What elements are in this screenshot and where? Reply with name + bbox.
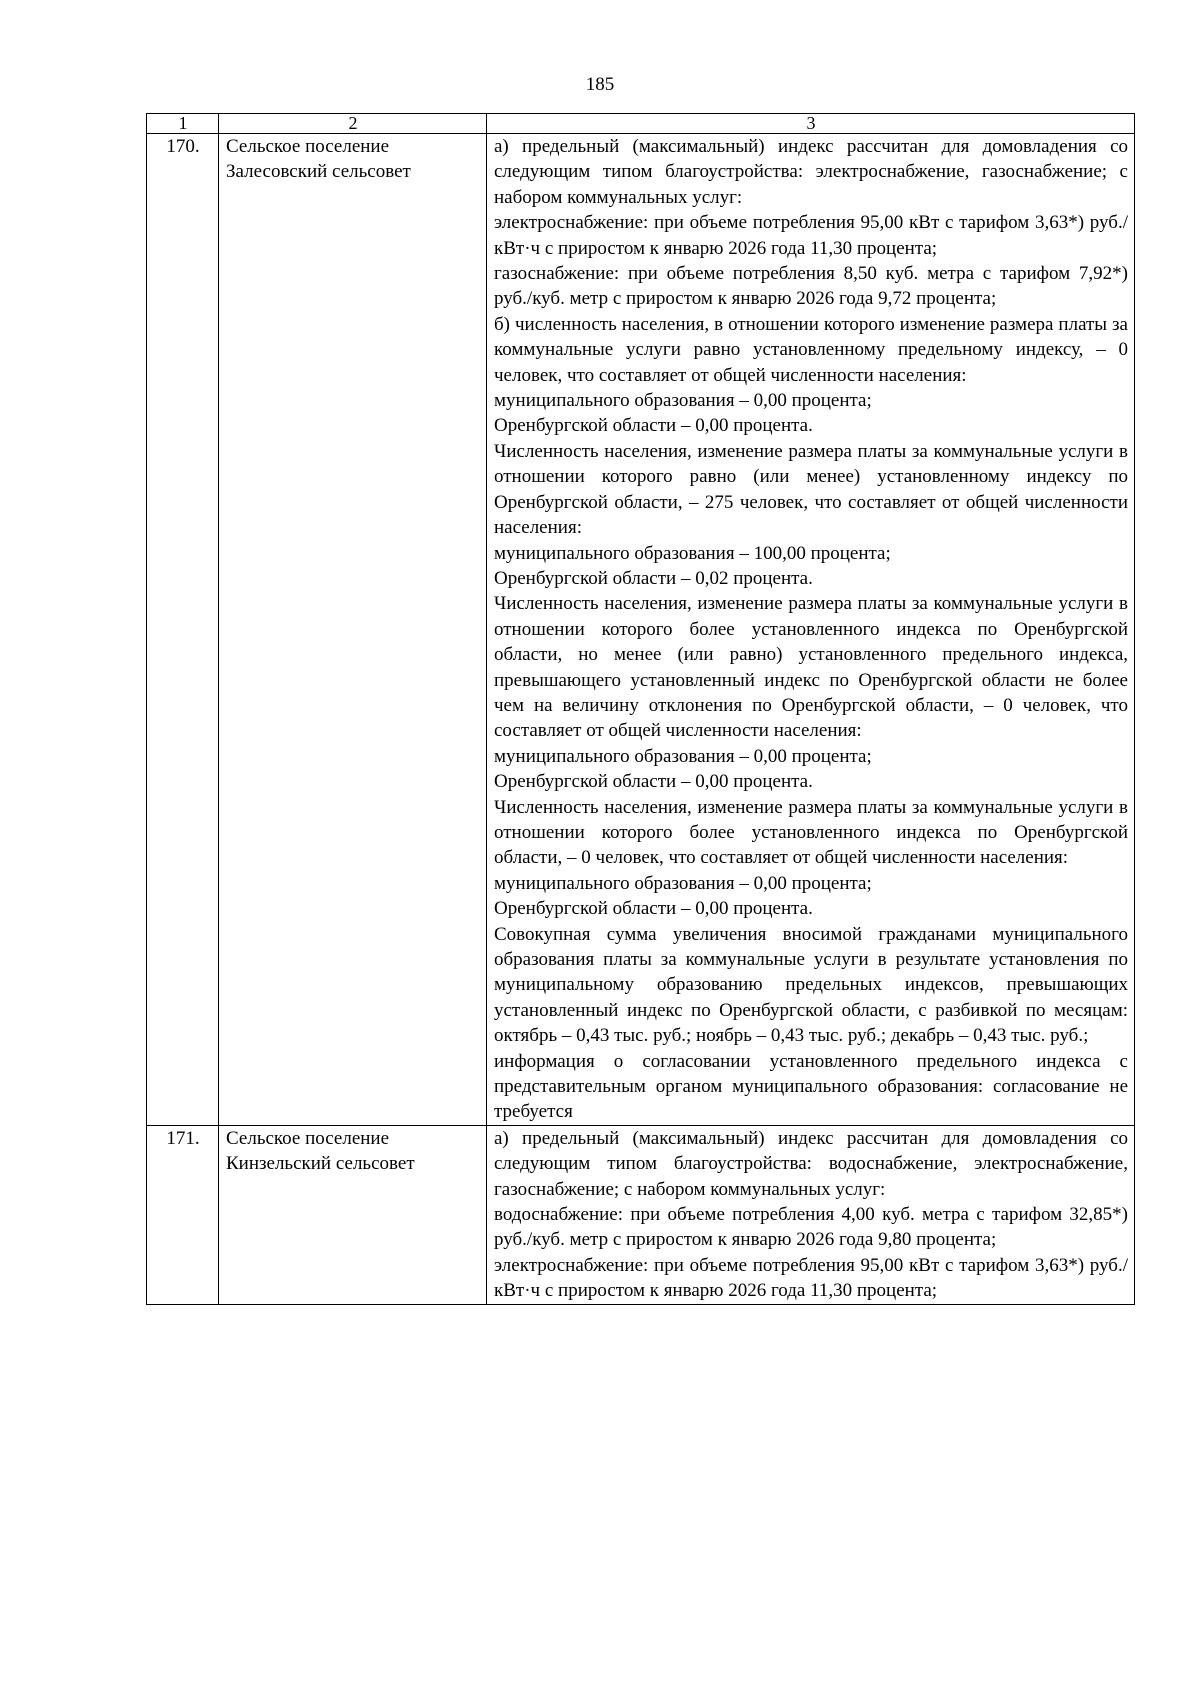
table-row (147, 134, 1135, 1126)
paragraph: Численность населения, изменение размера платы за коммунальные услуги в отношении которого более установленного индекса по Оренбургской области, но менее (или равно) установленного предельного индекса, превышающего установленный индекс по Оренбургской области не более чем на величину отклонения по Оренбургской области, – 0 человек, что составляет от общей численности населения: (494, 593, 1128, 742)
paragraph: информация о согласовании установленного предельного индекса с представительным органом муниципального образования: согласование не требуется (494, 1050, 1128, 1123)
municipality-name (219, 134, 487, 1126)
paragraph: Совокупная сумма увеличения вносимой гражданами муниципального образования платы за коммунальные услуги в результате установления по муниципальному образованию предельных индексов, превышающих установленный индекс по Оренбургской области, с разбивкой по месяцам: октябрь – 0,43 тыс. руб.; ноябрь – 0,43 тыс. руб.; декабрь – 0,43 тыс. руб.; (494, 923, 1128, 1047)
paragraph: Численность населения, изменение размера платы за коммунальные услуги в отношении которого более установленного индекса по Оренбургской области, – 0 человек, что составляет от общей численности населения: (494, 796, 1128, 869)
paragraph: муниципального образования – 0,00 процента; (494, 745, 872, 767)
column-header-description: 3 (487, 114, 1135, 134)
paragraph: муниципального образования – 100,00 процента; (494, 542, 891, 564)
index-description (487, 1125, 1135, 1304)
table-row (147, 1125, 1135, 1304)
paragraph: Численность населения, изменение размера платы за коммунальные услуги в отношении которого равно (или менее) установленному индексу по Оренбургской области, – 275 человек, что составляет от общей численности населения: (494, 440, 1128, 539)
paragraph: муниципального образования – 0,00 процента; (494, 390, 872, 412)
municipality-name (219, 1125, 487, 1304)
page-number: 185 (585, 74, 615, 95)
paragraph: водоснабжение: при объеме потребления 4,00 куб. метра с тарифом 32,85*) руб./куб. метр с приростом к январю 2026 года 9,80 процента; (494, 1204, 1128, 1251)
paragraph: а) предельный (максимальный) индекс рассчитан для домовладения со следующим типом благоустройства: электроснабжение, газоснабжение; с набором коммунальных услуг: (494, 136, 1128, 208)
column-header-municipality: 2 (219, 114, 487, 134)
paragraph: газоснабжение: при объеме потребления 8,50 куб. метра с тарифом 7,92*) руб./куб. метр с приростом к январю 2026 года 9,72 процента; (494, 263, 1128, 310)
index-description (487, 134, 1135, 1126)
paragraph: Оренбургской области – 0,02 процента. (494, 567, 813, 589)
paragraph: Оренбургской области – 0,00 процента. (494, 415, 813, 437)
header-row (147, 114, 1135, 134)
municipality-type: Сельское поселение (226, 1127, 390, 1149)
paragraph: б) численность населения, в отношении которого изменение размера платы за коммунальные услуги равно установленному предельному индексу, – 0 человек, что составляет от общей численности населения: (494, 313, 1128, 386)
municipality-title: Кинзельский сельсовет (226, 1153, 415, 1175)
municipality-title: Залесовский сельсовет (226, 161, 411, 183)
column-header-number: 1 (147, 114, 219, 134)
paragraph: электроснабжение: при объеме потребления 95,00 кВт с тарифом 3,63*) руб./кВт·ч с приростом к январю 2026 года 11,30 процента; (494, 212, 1128, 259)
municipality-type: Сельское поселение (226, 136, 390, 157)
paragraph: муниципального образования – 0,00 процента; (494, 872, 872, 894)
row-number: 170. (147, 134, 219, 1126)
paragraph: Оренбургской области – 0,00 процента. (494, 771, 813, 793)
paragraph: Оренбургской области – 0,00 процента. (494, 898, 813, 920)
paragraph: электроснабжение: при объеме потребления 95,00 кВт с тарифом 3,63*) руб./кВт·ч с приростом к январю 2026 года 11,30 процента; (494, 1254, 1128, 1302)
row-number: 171. (147, 1125, 219, 1304)
index-table (146, 113, 1135, 1305)
paragraph: а) предельный (максимальный) индекс рассчитан для домовладения со следующим типом благоустройства: водоснабжение, электроснабжение, газоснабжение; с набором коммунальных услуг: (494, 1127, 1128, 1200)
